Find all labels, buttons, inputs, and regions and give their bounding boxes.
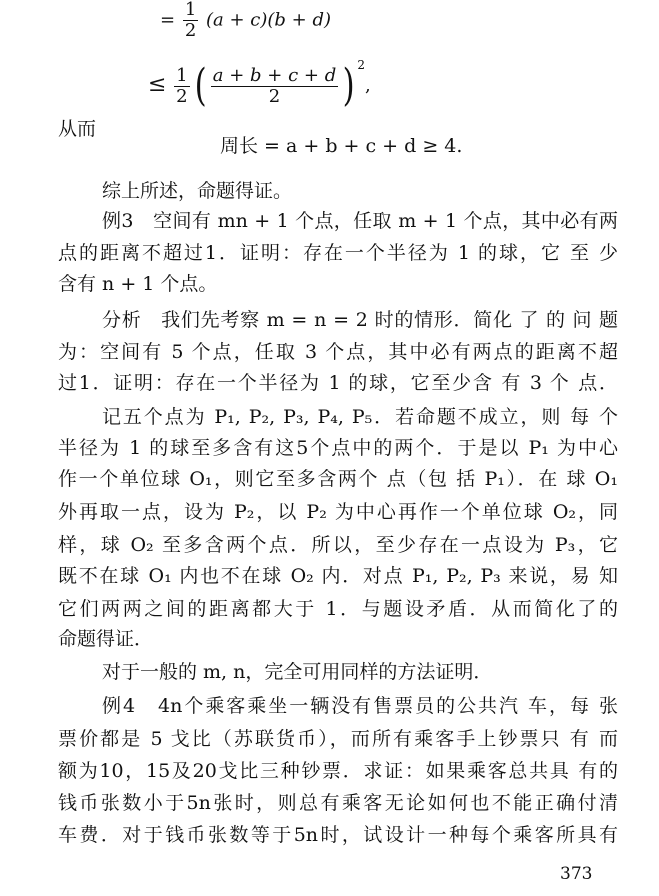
text-line-10: 作一个单位球 O₁，则它至多含两个 点（包 括 P₁）．在 球 O₁	[58, 468, 618, 490]
exponent: 2	[357, 58, 366, 72]
leq-sign: ≤	[148, 72, 167, 97]
text-line-19: 额为10，15及20戈比三种钞票．求证：如果乘客总共具 有的	[58, 760, 618, 782]
fraction-sum: $\frac{a + b + c + d}{2}$	[212, 64, 337, 107]
text-line-18: 票价都是 5 戈比（苏联货币），而所有乘客手上钞票只 有 而	[58, 728, 618, 750]
text-line-15: 命题得证．	[58, 628, 154, 650]
text-line-2: 例3 空间有 mn + 1 个点，任取 m + 1 个点，其中必有两	[102, 210, 618, 232]
text-line-8: 记五个点为 P₁, P₂, P₃, P₄, P₅．若命题不成立，则 每 个	[102, 406, 618, 428]
text-line-17: 例4 4n个乘客乘坐一辆没有售票员的公共汽 车，每 张	[102, 695, 618, 717]
text-line-11: 外再取一点，设为 P₂，以 P₂ 为中心再作一个单位球 O₂，同	[58, 501, 618, 523]
text-line-5: 分析 我们先考察 m = n = 2 时的情形．简化 了 的 问 题	[102, 309, 618, 331]
left-paren: (	[194, 60, 207, 111]
formula-line-2: ≤ $\frac{1}{2}$ ( $\frac{a + b + c + d}{2}$ ) $^2$,	[148, 58, 371, 111]
text-line-1: 综上所述，命题得证。	[102, 180, 293, 202]
text-line-9: 半径为 1 的球至多含有这5个点中的两个．于是以 P₁ 为中心	[58, 437, 618, 459]
text-line-3: 点的距离不超过1．证明：存在一个半径为 1 的球，它 至 少	[58, 242, 618, 264]
text-line-12: 样，球 O₂ 至多含两个点．所以，至少存在一点设为 P₃，它	[58, 534, 618, 556]
text-congerl: 从而	[58, 118, 97, 140]
text-line-6: 为：空间有 5 个点，任取 3 个点，其中必有两点的距离不超	[58, 341, 618, 363]
text-line-20: 钱币张数小于5n张时，则总有乘客无论如何也不能正确付清	[58, 792, 618, 814]
text-line-7: 过1．证明：存在一个半径为 1 的球，它至少含 有 3 个 点．	[58, 372, 618, 394]
product-expression: (a + c)(b + d)	[206, 9, 332, 31]
fraction-half-2: $\frac{1}{2}$	[176, 64, 188, 107]
formula-line-1	[160, 0, 331, 41]
text-line-16: 对于一般的 m, n，完全可用同样的方法证明．	[102, 661, 493, 683]
right-paren: )	[342, 60, 355, 111]
text-line-13: 既不在球 O₁ 内也不在球 O₂ 内．对点 P₁, P₂, P₃ 来说，易 知	[58, 565, 618, 587]
text-line-14: 它们两两之间的距离都大于 1．与题设矛盾．从而简化了的	[58, 598, 618, 620]
text-line-4: 含有 n + 1 个点。	[58, 273, 218, 295]
page-number: 373	[560, 864, 593, 884]
fraction-half: $\frac{1}{2}$	[184, 0, 197, 41]
equals-sign: =	[160, 9, 176, 31]
text-line-21: 车费．对于钱币张数等于5n时，试设计一种每个乘客所具有	[58, 824, 618, 846]
perimeter-formula: 周长 = a + b + c + d ≥ 4.	[220, 135, 463, 157]
